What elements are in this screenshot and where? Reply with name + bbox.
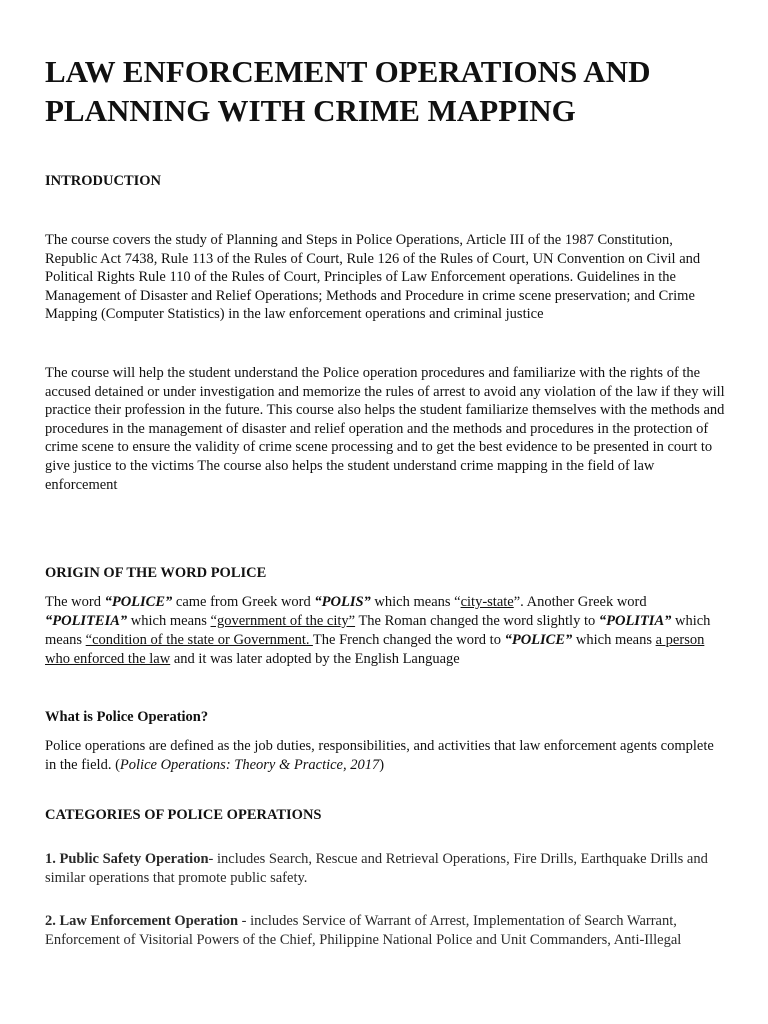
origin-text: which means “ [370,594,461,610]
introduction-heading: INTRODUCTION [45,173,162,189]
meaning-government-of-city: “government of the city” [210,613,356,629]
category-label: 1. Public Safety Operation [45,851,209,867]
origin-text: which means [572,632,656,648]
definition-text: ) [379,756,385,773]
origin-text: The Roman changed the word slightly to [355,613,599,629]
meaning-person-enforced-law: a person who enforced the law [45,632,705,667]
term-politia: “POLITIA” [598,613,672,629]
origin-text: ”. Another Greek word [513,594,647,610]
origin-text: which means [127,613,211,629]
term-politeia: “POLITEIA” [45,613,128,629]
document-title: LAW ENFORCEMENT OPERATIONS AND PLANNING WITH CRIME MAPPING [45,54,651,128]
term-polis: “POLIS” [314,594,371,610]
category-label: 2. Law Enforcement Operation [45,913,239,929]
origin-text: The word [45,594,105,610]
introduction-paragraph-2: The course will help the student understand the Police operation procedures and familiarize with the rights of the accused detained or under investigation and memorize the rules of arrest to avoid any violation of the law if they will practice their profession in the future. This course also helps the student familiarize themselves with the methods and procedures in the management of disaster and relief operation and the methods and procedures in the protection of crime scene to ensure the validity of crime scene processing and to get the best evidence to be presented in court to give justice to the victims The course also helps the student understand crime mapping in the field of law enforcement [45,365,725,493]
origin-text: which means [45,613,711,648]
origin-heading: ORIGIN OF THE WORD POLICE [45,565,267,581]
origin-text: came from Greek word [172,594,315,610]
definition-citation: Police Operations: Theory & Practice, 2017 [119,756,380,773]
term-police-french: “POLICE” [504,632,573,648]
what-is-police-operation-heading: What is Police Operation? [45,709,209,725]
meaning-condition-of-state: “condition of the state or Government. [85,632,313,648]
introduction-paragraph-1: The course covers the study of Planning and Steps in Police Operations, Article III of the 1987 Constitution, Republic Act 7438, Rule 113 of the Rules of Court, Rule 126 of the Rules of Court, UN Convention on Civil and Political Rights Rule 110 of the Rules of Court, Principles of Law Enforcement operations. Guidelines in the Management of Disaster and Relief Operations; Methods and Procedure in crime scene preservation; and Crime Mapping (Computer Statistics) in the law enforcement operations and criminal justice [45,232,701,323]
categories-heading: CATEGORIES OF POLICE OPERATIONS [45,807,322,823]
police-operation-definition [45,737,725,774]
origin-text: and it was later adopted by the English Language [170,651,460,667]
category-text: - includes Search, Rescue and Retrieval Operations, Fire Drills, Earthquake Drills and similar operations that promote public safety. [45,851,708,886]
origin-text: The French changed the word to [312,632,505,648]
category-law-enforcement [45,912,725,949]
meaning-city-state: city-state [460,594,514,610]
category-text: - includes Service of Warrant of Arrest, Implementation of Search Warrant, Enforcement of Visitorial Powers of the Chief, Philippine National Police and Unit Commanders, Anti-Illegal [45,913,682,948]
term-police: “POLICE” [104,594,173,610]
definition-text: Police operations are defined as the job duties, responsibilities, and activities that law enforcement agents complete in the field. ( [45,738,714,773]
origin-paragraph [45,593,725,669]
category-public-safety [45,850,725,887]
